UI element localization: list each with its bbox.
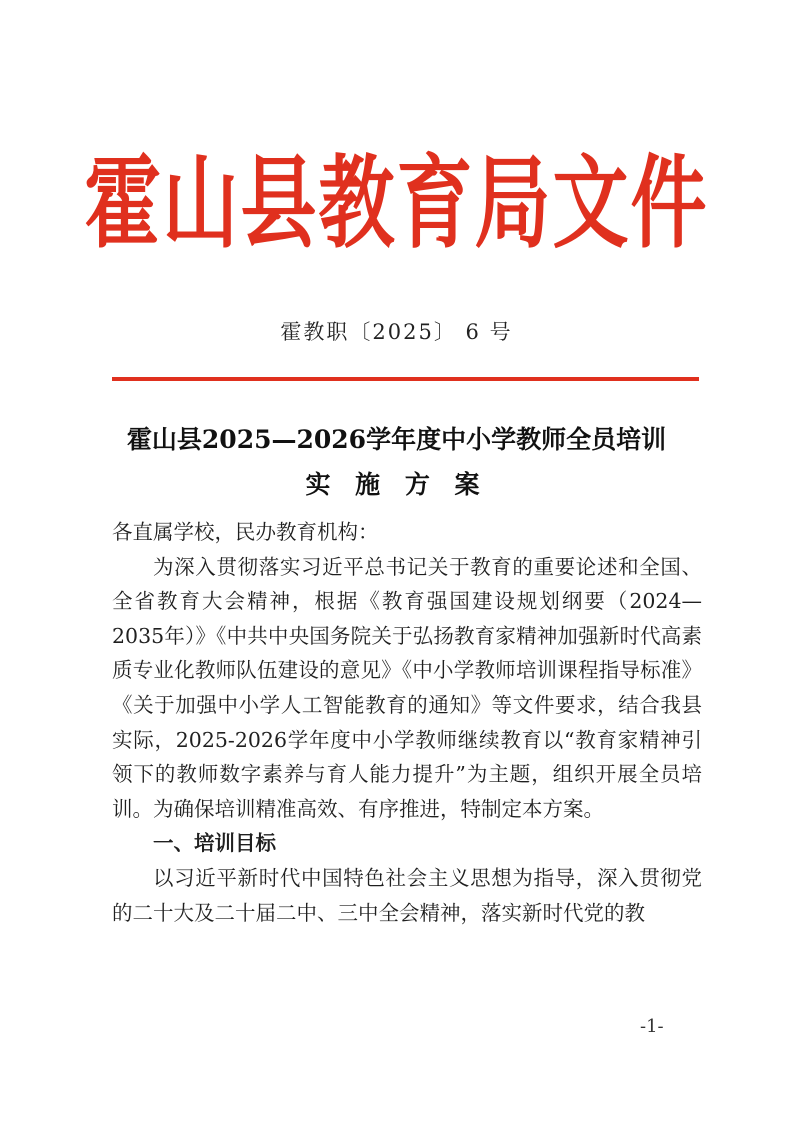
section-heading: 一、培训目标 [153, 831, 276, 856]
document-number: 霍教职〔2025〕 6 号 [280, 320, 513, 344]
salutation: 各直属学校，民办教育机构： [112, 520, 379, 544]
red-divider [112, 377, 699, 381]
document-title-line-1: 霍山县2025—2026学年度中小学教师全员培训 [126, 425, 667, 454]
document-body [112, 515, 702, 930]
masthead-title: 霍山县教育局文件 [84, 144, 709, 262]
intro-paragraph: 为深入贯彻落实习近平总书记关于教育的重要论述和全国、全省教育大会精神，根据《教育强国建设规划纲要（2024—2035年）》《中共中央国务院关于弘扬教育家精神加强新时代高素质专业化教师队伍建设的意见》《中小学教师培训课程指导标准》《关于加强中小学人工智能教育的通知》等文件要求，结合我县实际，2025-2026学年度中小学教师继续教育以“教育家精神引领下的教师数字素养与育人能力提升”为主题，组织开展全员培训。为确保培训精准高效、有序推进，特制定本方案。 [112, 554, 702, 821]
document-title-line-2: 实 施 方 案 [305, 470, 488, 499]
page-number: -1- [640, 1016, 664, 1037]
section-paragraph: 以习近平新时代中国特色社会主义思想为指导，深入贯彻党的二十大及二十届二中、三中全会精神，落实新时代党的教 [112, 865, 702, 925]
